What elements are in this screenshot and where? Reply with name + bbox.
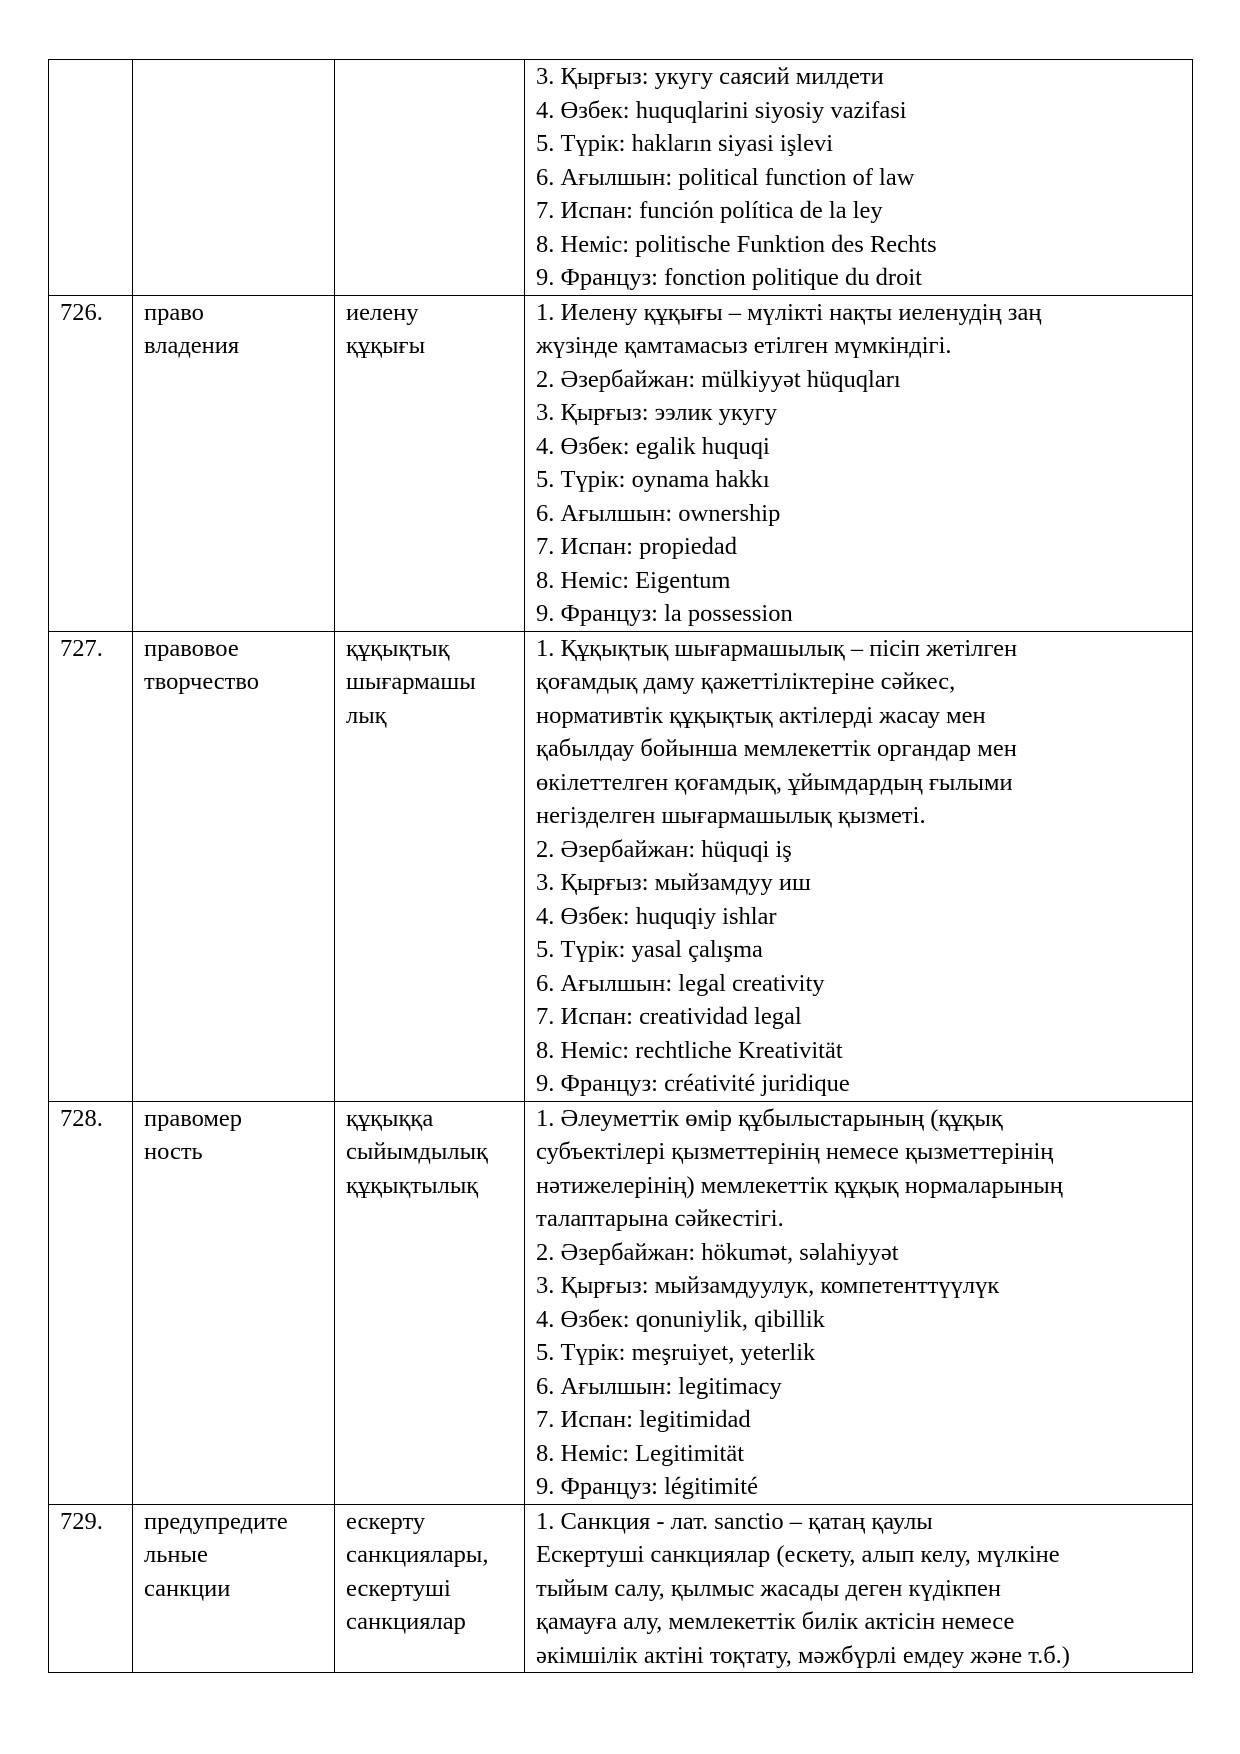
kazakh-line: сыйымдылық [346, 1138, 488, 1165]
table-row [49, 295, 1193, 631]
term-definition [525, 1504, 1193, 1673]
definition-line: 2. Әзербайжан: hökumət, səlahiyyət [536, 1238, 899, 1266]
definition-line: 4. Өзбек: huquqiy ishlar [536, 902, 777, 930]
term-russian [133, 1101, 335, 1504]
term-number: 729. [49, 1504, 133, 1673]
definition-line: тыйым салу, қылмыс жасады деген күдікпен [536, 1574, 1001, 1602]
definition-line: 5. Түрік: meşruiyet, yeterlik [536, 1339, 816, 1366]
definition-line: 9. Француз: créativité juridique [536, 1070, 850, 1097]
kazakh-line: ескертуші [346, 1574, 451, 1602]
kazakh-line: құқықтылық [346, 1171, 479, 1199]
russian-line: право [144, 298, 204, 326]
term-kazakh [335, 295, 525, 631]
definition-line: нормативтік құқықтық актілерді жасау мен [536, 701, 986, 729]
definition-line: 6. Ағылшын: ownership [536, 499, 781, 527]
term-definition [525, 631, 1193, 1101]
definition-line: 8. Неміс: politische Funktion des Rechts [536, 230, 937, 258]
definition-line: 4. Өзбек: qonuniylik, qibillik [536, 1305, 825, 1333]
definition-line: қоғамдық даму қажеттіліктеріне сәйкес, [536, 668, 956, 695]
term-definition [525, 1101, 1193, 1504]
definition-line: нәтижелерінің) мемлекеттік құқық нормаларының [536, 1171, 1063, 1199]
definition-line: 9. Француз: fonction politique du droit [536, 264, 922, 291]
definition-line: 7. Испан: legitimidad [536, 1406, 751, 1433]
definition-line: 3. Қырғыз: мыйзамдуу иш [536, 869, 811, 896]
definition-line: 2. Әзербайжан: hüquqi iş [536, 835, 792, 863]
term-number: 728. [49, 1101, 133, 1504]
definition-line: 5. Түрік: yasal çalışma [536, 936, 763, 963]
definition-line: 1. Әлеуметтік өмір құбылыстарының (құқық [536, 1104, 1003, 1132]
glossary-body [49, 60, 1193, 1673]
kazakh-line: шығармашы [346, 668, 476, 695]
definition-line: 8. Неміс: Eigentum [536, 566, 731, 594]
term-kazakh [335, 1504, 525, 1673]
term-number: 726. [49, 295, 133, 631]
table-row [49, 631, 1193, 1101]
definition-line: қабылдау бойынша мемлекеттік органдар мен [536, 735, 1017, 762]
definition-line: 5. Түрік: hakların siyasi işlevi [536, 130, 834, 157]
definition-line: 7. Испан: función política de la ley [536, 197, 883, 224]
definition-line: негізделген шығармашылық қызметі. [536, 802, 926, 829]
definition-line: 9. Француз: la possession [536, 600, 793, 627]
definition-line: 3. Қырғыз: укугу саясий милдети [536, 63, 884, 90]
definition-line: 6. Ағылшын: legitimacy [536, 1372, 782, 1400]
definition-line: 9. Француз: légitimité [536, 1473, 758, 1500]
term-kazakh [335, 60, 525, 296]
glossary-table [48, 59, 1193, 1673]
russian-line: санкции [144, 1574, 231, 1602]
term-number [49, 60, 133, 296]
definition-line: 6. Ағылшын: legal creativity [536, 969, 825, 997]
definition-line: 1. Иелену құқығы – мүлікті нақты иеленудің заң [536, 298, 1042, 326]
term-kazakh [335, 1101, 525, 1504]
definition-line: 7. Испан: propiedad [536, 533, 738, 560]
definition-line: өкілеттелген қоғамдық, ұйымдардың ғылыми [536, 768, 1013, 796]
table-row [49, 60, 1193, 296]
term-russian [133, 60, 335, 296]
kazakh-line: құқығы [346, 332, 426, 359]
definition-line: 2. Әзербайжан: mülkiyyət hüquqları [536, 365, 901, 393]
term-number: 727. [49, 631, 133, 1101]
russian-line: владения [144, 332, 240, 359]
kazakh-line: санкциялар [346, 1608, 466, 1635]
russian-line: творчество [144, 668, 260, 695]
definition-line: әкімшілік актіні тоқтату, мәжбүрлі емдеу және т.б.) [536, 1641, 1070, 1669]
definition-line: 7. Испан: creatividad legal [536, 1003, 802, 1030]
definition-line: талаптарына сәйкестігі. [536, 1205, 784, 1232]
definition-line: Ескертуші санкциялар (ескету, алып келу, мүлкіне [536, 1541, 1060, 1568]
definition-line: субъектілері қызметтерінің немесе қызметтерінің [536, 1138, 1054, 1165]
definition-line: 8. Неміс: Legitimität [536, 1439, 745, 1467]
definition-line: 4. Өзбек: huquqlarini siyosiy vazifasi [536, 96, 907, 124]
kazakh-line: санкциялары, [346, 1541, 489, 1568]
kazakh-line: иелену [346, 298, 419, 326]
definition-line: 1. Санкция - лат. sanctio – қатаң қаулы [536, 1507, 933, 1535]
definition-line: 8. Неміс: rechtliche Kreativität [536, 1036, 843, 1064]
table-row [49, 1101, 1193, 1504]
definition-line: жүзінде қамтамасыз етілген мүмкіндігі. [536, 332, 952, 359]
definition-line: 4. Өзбек: egalik huquqi [536, 432, 770, 460]
term-russian [133, 631, 335, 1101]
definition-line: 1. Құқықтық шығармашылық – пісіп жетілген [536, 634, 1018, 662]
russian-line: предупредите [144, 1507, 288, 1535]
definition-line: 3. Қырғыз: ээлик укугу [536, 399, 777, 426]
russian-line: правомер [144, 1104, 243, 1132]
table-row [49, 1504, 1193, 1673]
term-russian [133, 295, 335, 631]
definition-line: қамауға алу, мемлекеттік билік актісін немесе [536, 1608, 1015, 1635]
term-kazakh [335, 631, 525, 1101]
definition-line: 6. Ағылшын: political function of law [536, 163, 915, 191]
term-definition [525, 60, 1193, 296]
kazakh-line: құқықтық [346, 634, 450, 662]
russian-line: ность [144, 1138, 203, 1165]
russian-line: правовое [144, 634, 239, 662]
kazakh-line: лық [346, 701, 387, 729]
definition-line: 5. Түрік: oynama hakkı [536, 466, 770, 493]
term-definition [525, 295, 1193, 631]
kazakh-line: құқыққа [346, 1104, 434, 1132]
term-russian [133, 1504, 335, 1673]
definition-line: 3. Қырғыз: мыйзамдуулук, компетенттүүлүк [536, 1272, 1000, 1299]
russian-line: льные [144, 1541, 208, 1568]
kazakh-line: ескерту [346, 1507, 426, 1535]
